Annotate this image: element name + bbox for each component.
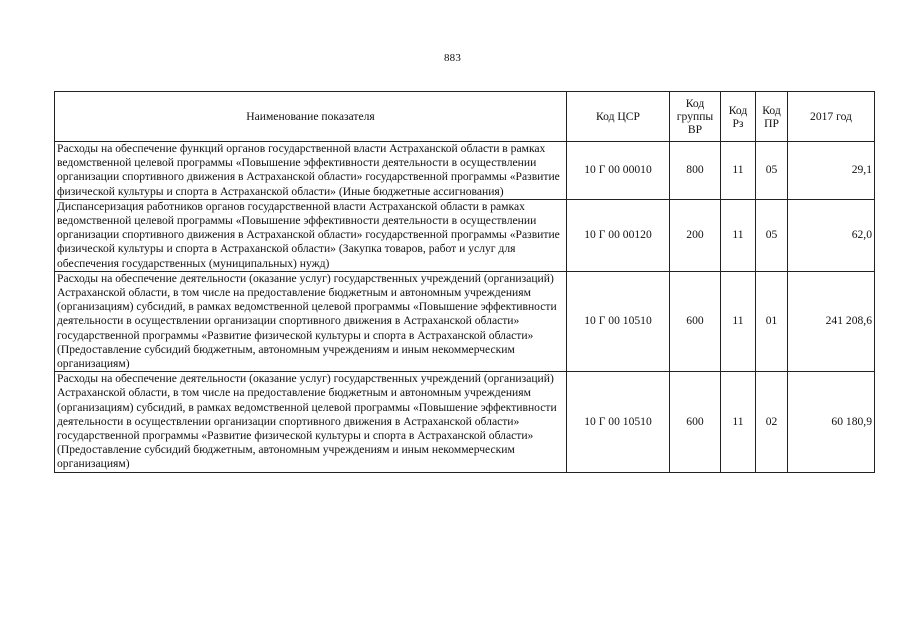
row-vr-code: 800 (670, 142, 721, 200)
header-rz-code: Код Рз (721, 92, 756, 142)
row-rz-code: 11 (721, 199, 756, 271)
row-name: Расходы на обеспечение деятельности (оказание услуг) государственных учреждений (организаций) Астраханской области, в том числе на предоставление бюджетным и автономным учреждениям (организациям) субсидий, в рамках ведомственной целевой программы «Повышение эффективности деятельности в осуществлении организации спортивного движения в Астраханской области» государственной программы «Развитие физической культуры и спорта в Астраханской области» (Предоставление субсидий бюджетным, автономным учреждениям и иным некоммерческим организациям) (55, 271, 567, 371)
table-row (55, 142, 875, 200)
row-amount: 241 208,6 (788, 271, 875, 371)
header-vr-code: Код группы ВР (670, 92, 721, 142)
budget-table (54, 91, 875, 473)
row-pr-code: 05 (756, 199, 788, 271)
row-csr-code: 10 Г 00 00010 (567, 142, 670, 200)
row-amount: 62,0 (788, 199, 875, 271)
table-row (55, 199, 875, 271)
row-csr-code: 10 Г 00 10510 (567, 271, 670, 371)
header-name: Наименование показателя (55, 92, 567, 142)
table-header-row (55, 92, 875, 142)
header-pr-code: Код ПР (756, 92, 788, 142)
page-number: 883 (443, 52, 462, 64)
row-vr-code: 200 (670, 199, 721, 271)
row-vr-code: 600 (670, 271, 721, 371)
row-pr-code: 02 (756, 372, 788, 472)
row-amount: 29,1 (788, 142, 875, 200)
row-amount: 60 180,9 (788, 372, 875, 472)
table-row (55, 271, 875, 371)
row-rz-code: 11 (721, 372, 756, 472)
row-rz-code: 11 (721, 142, 756, 200)
row-pr-code: 01 (756, 271, 788, 371)
header-year: 2017 год (788, 92, 875, 142)
row-csr-code: 10 Г 00 00120 (567, 199, 670, 271)
row-name: Расходы на обеспечение деятельности (оказание услуг) государственных учреждений (организаций) Астраханской области, в том числе на предоставление бюджетным и автономным учреждениям (организациям) субсидий, в рамках ведомственной целевой программы «Повышение эффективности деятельности в осуществлении организации спортивного движения в Астраханской области» государственной программы «Развитие физической культуры и спорта в Астраханской области» (Предоставление субсидий бюджетным, автономным учреждениям и иным некоммерческим организациям) (55, 372, 567, 472)
row-rz-code: 11 (721, 271, 756, 371)
row-vr-code: 600 (670, 372, 721, 472)
row-name: Расходы на обеспечение функций органов государственной власти Астраханской области в рамках ведомственной целевой программы «Повышение эффективности деятельности в осуществлении организации спортивного движения в Астраханской области» государственной программы «Развитие физической культуры и спорта в Астраханской области» (Иные бюджетные ассигнования) (55, 142, 567, 200)
table-row (55, 372, 875, 472)
row-csr-code: 10 Г 00 10510 (567, 372, 670, 472)
row-pr-code: 05 (756, 142, 788, 200)
row-name: Диспансеризация работников органов государственной власти Астраханской области в рамках ведомственной целевой программы «Повышение эффективности деятельности в осуществлении организации спортивного движения в Астраханской области» государственной программы «Развитие физической культуры и спорта в Астраханской области» (Закупка товаров, работ и услуг для обеспечения государственных (муниципальных) нужд) (55, 199, 567, 271)
header-csr-code: Код ЦСР (567, 92, 670, 142)
